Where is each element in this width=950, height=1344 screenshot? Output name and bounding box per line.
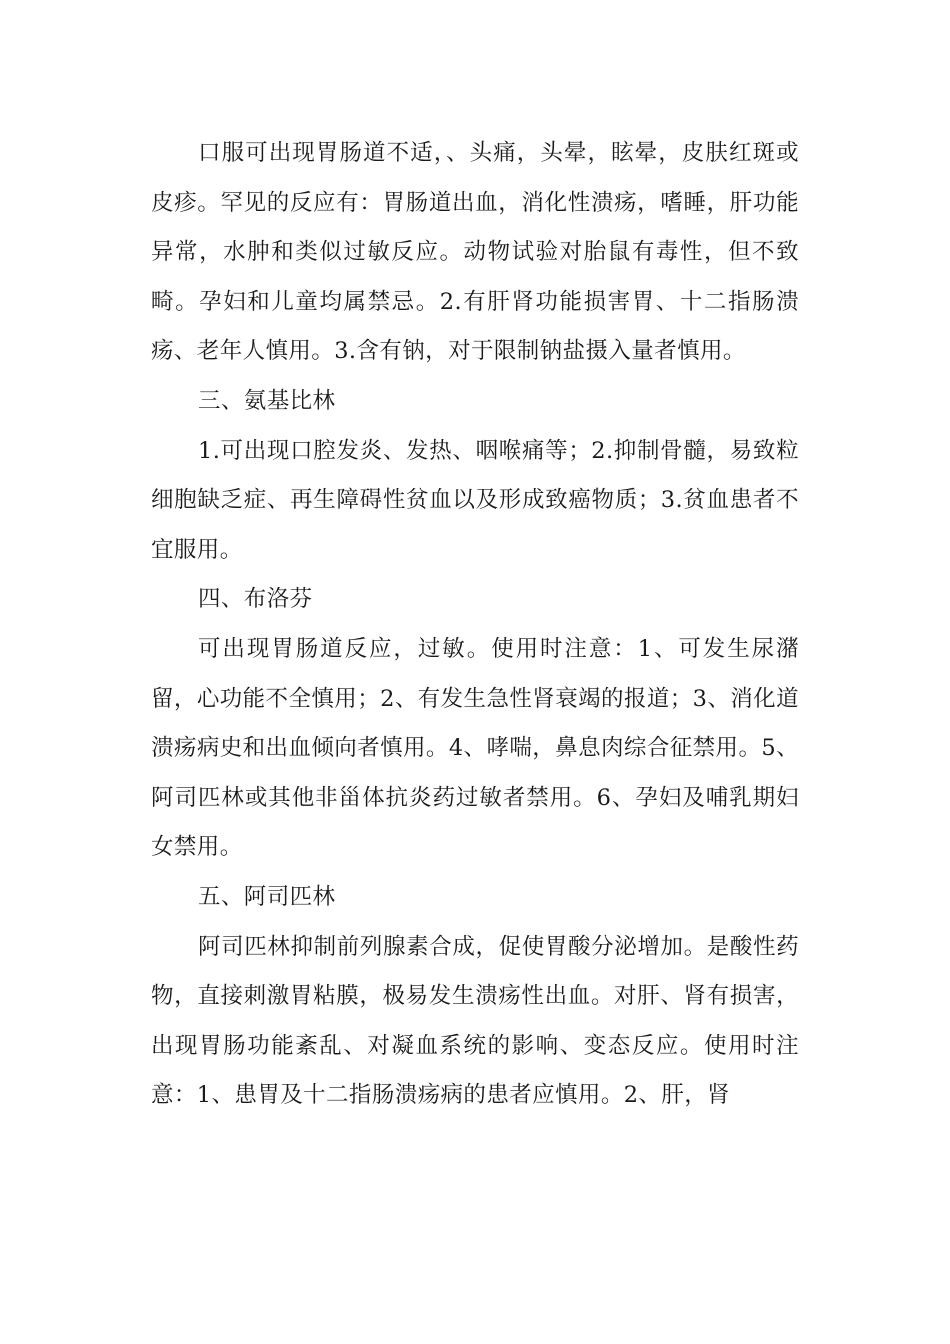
paragraph-ibuprofen: 可出现胃肠道反应，过敏。使用时注意：1、可发生尿潴留，心功能不全慎用；2、有发生急性肾衰竭的报道；3、消化道溃疡病史和出血倾向者慎用。4、哮喘，鼻息肉综合征禁用。5、阿司匹林或其他非甾体抗炎药过敏者禁用。6、孕妇及哺乳期妇女禁用。 xyxy=(151,635,799,861)
paragraph-aspirin: 阿司匹林抑制前列腺素合成，促使胃酸分泌增加。是酸性药物，直接刺激胃粘膜，极易发生溃疡性出血。对肝、肾有损害，出现胃肠功能紊乱、对凝血系统的影响、变态反应。使用时注意：1、患胃及十二指肠溃疡病的患者应慎用。2、肝，肾 xyxy=(151,933,799,1109)
section-heading-ibuprofen: 四、布洛芬 xyxy=(198,586,313,613)
section-heading-aminopyrine: 三、氨基比林 xyxy=(198,387,336,414)
document-body xyxy=(151,129,799,1121)
section-heading-aspirin: 五、阿司匹林 xyxy=(198,883,336,910)
paragraph-aminopyrine: 1.可出现口腔发炎、发热、咽喉痛等；2.抑制骨髓，易致粒细胞缺乏症、再生障碍性贫血以及形成致癌物质；3.贫血患者不宜服用。 xyxy=(151,437,799,563)
paragraph-side-effects: 口服可出现胃肠道不适，、头痛，头晕，眩晕，皮肤红斑或皮疹。罕见的反应有：胃肠道出血，消化性溃疡，嗜睡，肝功能异常，水肿和类似过敏反应。动物试验对胎鼠有毒性，但不致畸。孕妇和儿童均属禁忌。2.有肝肾功能损害胃、十二指肠溃疡、老年人慎用。3.含有钠，对于限制钠盐摄入量者慎用。 xyxy=(151,140,799,365)
